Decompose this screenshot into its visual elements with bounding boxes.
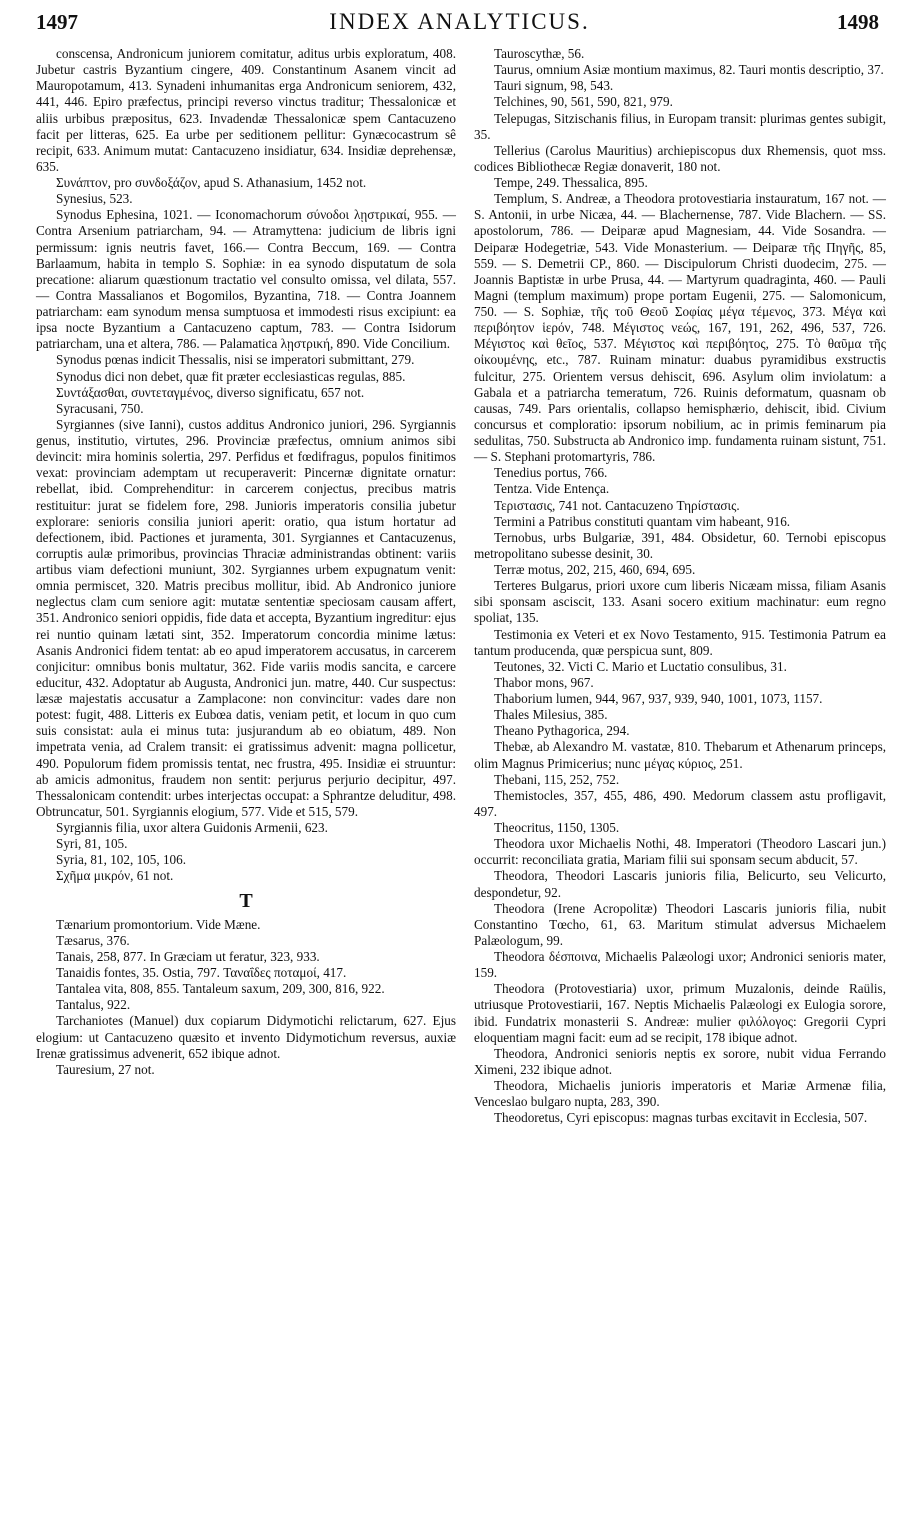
- index-entry: Thebani, 115, 252, 752.: [494, 771, 620, 787]
- index-entry: Συνάπτον, pro συνδοξάζον, apud S. Athanasium, 1452 not.: [56, 175, 367, 190]
- index-entry: Tellerius (Carolus Mauritius) archiepiscopus dux Rhemensis, quot mss. codices Bibliothecæ Regiæ donaverit, 180 not.: [474, 142, 886, 174]
- index-entry: Tauroscythæ, 56.: [494, 46, 585, 61]
- section-letter: T: [239, 889, 253, 912]
- index-entry: Ternobus, urbs Bulgariæ, 391, 484. Obsidetur, 60. Ternobi episcopus metropolitano subesse desinit, 30.: [474, 529, 886, 561]
- index-entry: Tempe, 249. Thessalica, 895.: [494, 175, 648, 190]
- running-title: INDEX ANALYTICUS.: [329, 9, 590, 34]
- index-entry: Theodora uxor Michaelis Nothi, 48. Imperatori (Theodoro Lascari jun.) occurrit: reconciliata gratia, Mariam filii sui sponsam secum abducit, 57.: [474, 836, 886, 868]
- index-entry: Συντάξασθαι, συντεταγμένος, diverso significatu, 657 not.: [56, 384, 365, 400]
- index-entry: Thaborium lumen, 944, 967, 937, 939, 940, 1001, 1073, 1157.: [494, 691, 823, 706]
- page-number-left: 1497: [36, 10, 78, 34]
- index-entry: Tanaidis fontes, 35. Ostia, 797. Ταναΐδες ποταμοί, 417.: [56, 965, 347, 980]
- index-entry: Tæsarus, 376.: [56, 932, 130, 948]
- index-entry: Thebæ, ab Alexandro M. vastatæ, 810. Thebarum et Athenarum princeps, olim Magnus Primicerius; nunc μέγας κύριος, 251.: [474, 739, 886, 771]
- index-entry: Terteres Bulgarus, priori uxore cum liberis Nicæam missa, filiam Asanis sibi sponsam asciscit, 133. Asani socero exitium machinatur: eum regno spoliat, 135.: [474, 578, 886, 626]
- index-entry: Theodora (Protovestiaria) uxor, primum Muzalonis, deinde Raülis, utriusque Protovestiarii, 167. Neptis Michaelis Palæologi ex Eulogia sorore, ibid. Fundatrix monasterii S. Andreæ: mulier φιλόλογος: Gregorii Cypri eloquentiam magni facit: eum ad se recipit, 178 ibique adnot.: [474, 981, 886, 1045]
- index-entry: Theodora δέσποινα, Michaelis Palæologi uxor; Andronici senioris mater, 159.: [474, 949, 886, 981]
- index-entry: conscensa, Andronicum juniorem comitatur, aditus urbis exploratum, 408. Jubetur castris Byzantium cingere, 409. Constantinum Asanem vincit ad Mauropotamum, 413. Synadeni inhumanitas erga Andronicum seniorem, 432, 441, 446. Epiro præfectus, principi reverso vinctus traditur; Thessalonicæ et aliis urbibus præpositus, 623. Invadendæ Thessalonicæ spem Cantacuzeno facit per litteras, 625. Ea urbe per seditionem pellitur: Gynæcocastrum sê recipit, 633. Animum mutat: Cantacuzeno insidiatur, 634. Insidiæ deprehensæ, 635.: [36, 46, 456, 174]
- index-entry: Τεριστασις, 741 not. Cantacuzeno Τηρίστασις.: [494, 497, 740, 513]
- page-header: [0, 0, 919, 44]
- index-entry: Syracusani, 750.: [56, 400, 144, 416]
- index-entry: Testimonia ex Veteri et ex Novo Testamento, 915. Testimonia Patrum ea tantum producenda, quæ perspicua sunt, 809.: [474, 626, 886, 658]
- index-entry: Syria, 81, 102, 105, 106.: [56, 852, 187, 868]
- index-entry: Tantalus, 922.: [56, 997, 131, 1013]
- index-entry: Syrgiannes (sive Ianni), custos additus Andronico juniori, 296. Syrgiannis genus, institutio, virtutes, 296. Provinciæ præfectus, omnium animos sibi devincit: mira hominis solertia, 297. Perfidus et fœdifragus, populos finitimos vexat: provinciam ademptam ut recuperaverit: Pincernæ dignitate ornatur: rebellat, ibid. Comprehenditur: in carcerem conjectus, precibus matris restituitur: jurat se fidelem fore, 298. Junioris imperatoris consilia jubetur explorare: senioris consilia juniori aperit: oratio, qua istum hortatur ad defectionem, ibid. Pactiones et juramenta, 301. Syrgiannes et Cantacuzenus, corruptis aulæ primoribus, provincias Thraciæ administrandas obtinent: variis artibus viam defectioni muniunt, 302. Syrgiannes urbem expugnatum venit: omnia permiscet, 320. Matris precibus mollitur, ibid. Ab Andronico juniore neglectus clam cum seniore agit: mutatæ sententiæ speciosam causam affert, 351. Andronico seniori oppidis, fide data et accepta, Byzantium ingreditur: ejus rei nuntio quinam lætati sint, 352. Imperatorum concordia minime lætus: Asanis Andronici fidem tentat: ab eo apud imperatorem accusatus, in carcerem conjicitur: omnibus bonis multatur, 362. Fide variis modis sancita, e carcere educitur, 432. Adoptatur ab Augusta, Andronici jun. matre, 440. Cur suspectus: læsæ majestatis accusatur a Zamplacone: non convincitur: vades dare non potest: fugit, 488. Litteris ex Eubœa datis, veniam petit, et locum in quo cum suis consistat: aula ei minus tuta: jusjurandum ab eo obiatum, 489. Non impetrata venia, ad Cralem transit: ei gratissimus advenit: magna pollicetur, 490. Populorum fidem promissis tentat, nec frustra, 495. Insidiæ ei struuntur: ab amicis admonitus, fraudem non sentit: perjurus perjurio decipitur, 497. Thessalonicam contendit: urbes interjectas occupat: a Sphrantze deluditur, 498. Obtruncatur, 501. Syrgiannis elogium, 577. Vide et 515, 579.: [36, 416, 456, 819]
- index-entry: Thales Milesius, 385.: [494, 707, 608, 723]
- index-entry: Theano Pythagorica, 294.: [494, 723, 630, 739]
- index-entry: Σχῆμα μικρόν, 61 not.: [56, 868, 174, 884]
- index-entry: Syri, 81, 105.: [56, 836, 128, 852]
- index-entry: Synodus dici non debet, quæ fit præter ecclesiasticas regulas, 885.: [56, 368, 406, 384]
- left-column: [36, 46, 456, 1078]
- page-number-right: 1498: [837, 10, 879, 34]
- index-entry: Termini a Patribus constituti quantam vim habeant, 916.: [494, 513, 791, 529]
- index-entry: Synesius, 523.: [56, 191, 133, 207]
- index-entry: Themistocles, 357, 455, 486, 490. Medorum classem astu profligavit, 497.: [474, 787, 886, 819]
- index-entry: Syrgiannis filia, uxor altera Guidonis Armenii, 623.: [56, 820, 328, 835]
- index-entry: Tanais, 258, 877. In Græciam ut feratur, 323, 933.: [56, 948, 320, 964]
- index-entry: Theodora, Michaelis junioris imperatoris et Mariæ Armenæ filia, Venceslao bulgaro nupta, 283, 390.: [474, 1078, 886, 1110]
- index-entry: Theocritus, 1150, 1305.: [494, 820, 620, 835]
- index-entry: Tenedius portus, 766.: [494, 465, 608, 481]
- index-entry: Synodus pœnas indicit Thessalis, nisi se imperatori submittant, 279.: [56, 352, 415, 368]
- index-entry: Thabor mons, 967.: [494, 674, 594, 690]
- index-entry: Taurus, omnium Asiæ montium maximus, 82. Tauri montis descriptio, 37.: [494, 62, 884, 78]
- index-entry: Telepugas, Sitzischanis filius, in Europam transit: plurimas gentes subigit, 35.: [474, 110, 886, 142]
- index-entry: Synodus Ephesina, 1021. — Iconomachorum σύνοδοι λῃστρικαί, 955. — Contra Arsenium patriarcham, 94. — Atramyttena: judicium de libris igni permissum: ignis neutris favet, 166.— Contra Beccum, 169. — Contra Barlaamum, habita in templo S. Sophiæ: in ea synodo disputatum de sola precatione: aliarum quæstionum tractatio vel consulto omissa, vel dilata, 557. — Contra Massalianos et Bogomilos, Byzantina, 718. — Contra Joannem patriarcham: eam synodum mensa sumptuosa et immodesti risus excipiunt: ea ipsa nocte Byzantium a Cantacuzeno captum, 783. — Contra Isidorum patriarcham, una et altera, 786. — Palamatica λῃστρική, 890. Vide Concilium.: [36, 207, 456, 352]
- index-entry: Theodora, Theodori Lascaris junioris filia, Belicurto, seu Velicurto, despondetur, 92.: [474, 868, 886, 900]
- index-entry: Tænarium promontorium. Vide Mæne.: [56, 916, 261, 932]
- index-entry: Teutones, 32. Victi C. Mario et Luctatio consulibus, 31.: [494, 658, 787, 674]
- index-entry: Templum, S. Andreæ, a Theodora protovestiaria instauratum, 167 not. — S. Antonii, in urbe Nicæa, 44. — Blachernense, 787. Vide Blachern. — SS. apostolorum, 786. — Deiparæ apud Magnesiam, 44. Vide Sosandra. — Deiparæ Hodegetriæ, 543. Vide Monasterium. — Deiparæ τῆς Πηγῆς, 85, 559. — S. Demetrii CP., 860. — Discipulorum Christi duodecim, 275. — Joannis Baptistæ in urbe Prusa, 44. — Martyrum quadraginta, 460. — Pauli Magni (templum maximum) prope portam Eugenii, 275. — Salomonicum, 750. — S. Sophiæ, τῆς τοῦ Θεοῦ Σοφίας μέγα τέμενος, 373. Μέγα καὶ περιβόητον ἱερόν, 748. Μέγιστος νεώς, 167, 191, 262, 496, 537, 726. Μέγιστος καὶ θεῖος, 537. Μέγιστος καὶ περιβόητος, 275. Τὸ θαῦμα τῆς οἰκουμένης, etc., 787. Ruinam minatur: duabus pyramidibus exstructis fulcitur, 275. Orientem versus dehiscit, 696. Asylum olim inviolatum: a Gabala et a patriarcha temeratum, 726. Ruinis deformatum, quasnam ob causas, 749. Pars orientalis, collapso hemisphærio, dehiscit, ibid. Civium concursus et comploratio: ipsorum nobilium, ac in primis feminarum pia sedulitas, 750. Substructa ab Andronico imp. fundamenta ruinam sistunt, 751. — S. Stephani protomartyris, 786.: [474, 191, 886, 465]
- index-entry: Terræ motus, 202, 215, 460, 694, 695.: [494, 562, 696, 577]
- index-entry: Tentza. Vide Entença.: [494, 481, 610, 497]
- right-column: [474, 46, 886, 1126]
- index-entry: Tauri signum, 98, 543.: [494, 78, 614, 94]
- index-entry: Tantalea vita, 808, 855. Tantaleum saxum, 209, 300, 816, 922.: [56, 981, 385, 997]
- index-entry: Tauresium, 27 not.: [56, 1061, 155, 1077]
- index-entry: Tarchaniotes (Manuel) dux copiarum Didymotichi relictarum, 627. Ejus elogium: ut Cantacuzeno quæsito et invento Didymotichum reversus, auxiæ Irenæ gratissimus advenerit, 652 ibique adnot.: [36, 1013, 456, 1061]
- index-entry: Theodora (Irene Acropolitæ) Theodori Lascaris junioris filia, nubit Constantino Tœcho, 61, 63. Maritum stimulat adversus Michaelem Palæologum, 99.: [474, 900, 886, 948]
- index-entry: Telchines, 90, 561, 590, 821, 979.: [494, 94, 673, 110]
- index-entry: Theodoretus, Cyri episcopus: magnas turbas excitavit in Ecclesia, 507.: [494, 1110, 868, 1126]
- index-entry: Theodora, Andronici senioris neptis ex sorore, nubit vidua Ferrando Ximeni, 232 ibique adnot.: [474, 1045, 886, 1077]
